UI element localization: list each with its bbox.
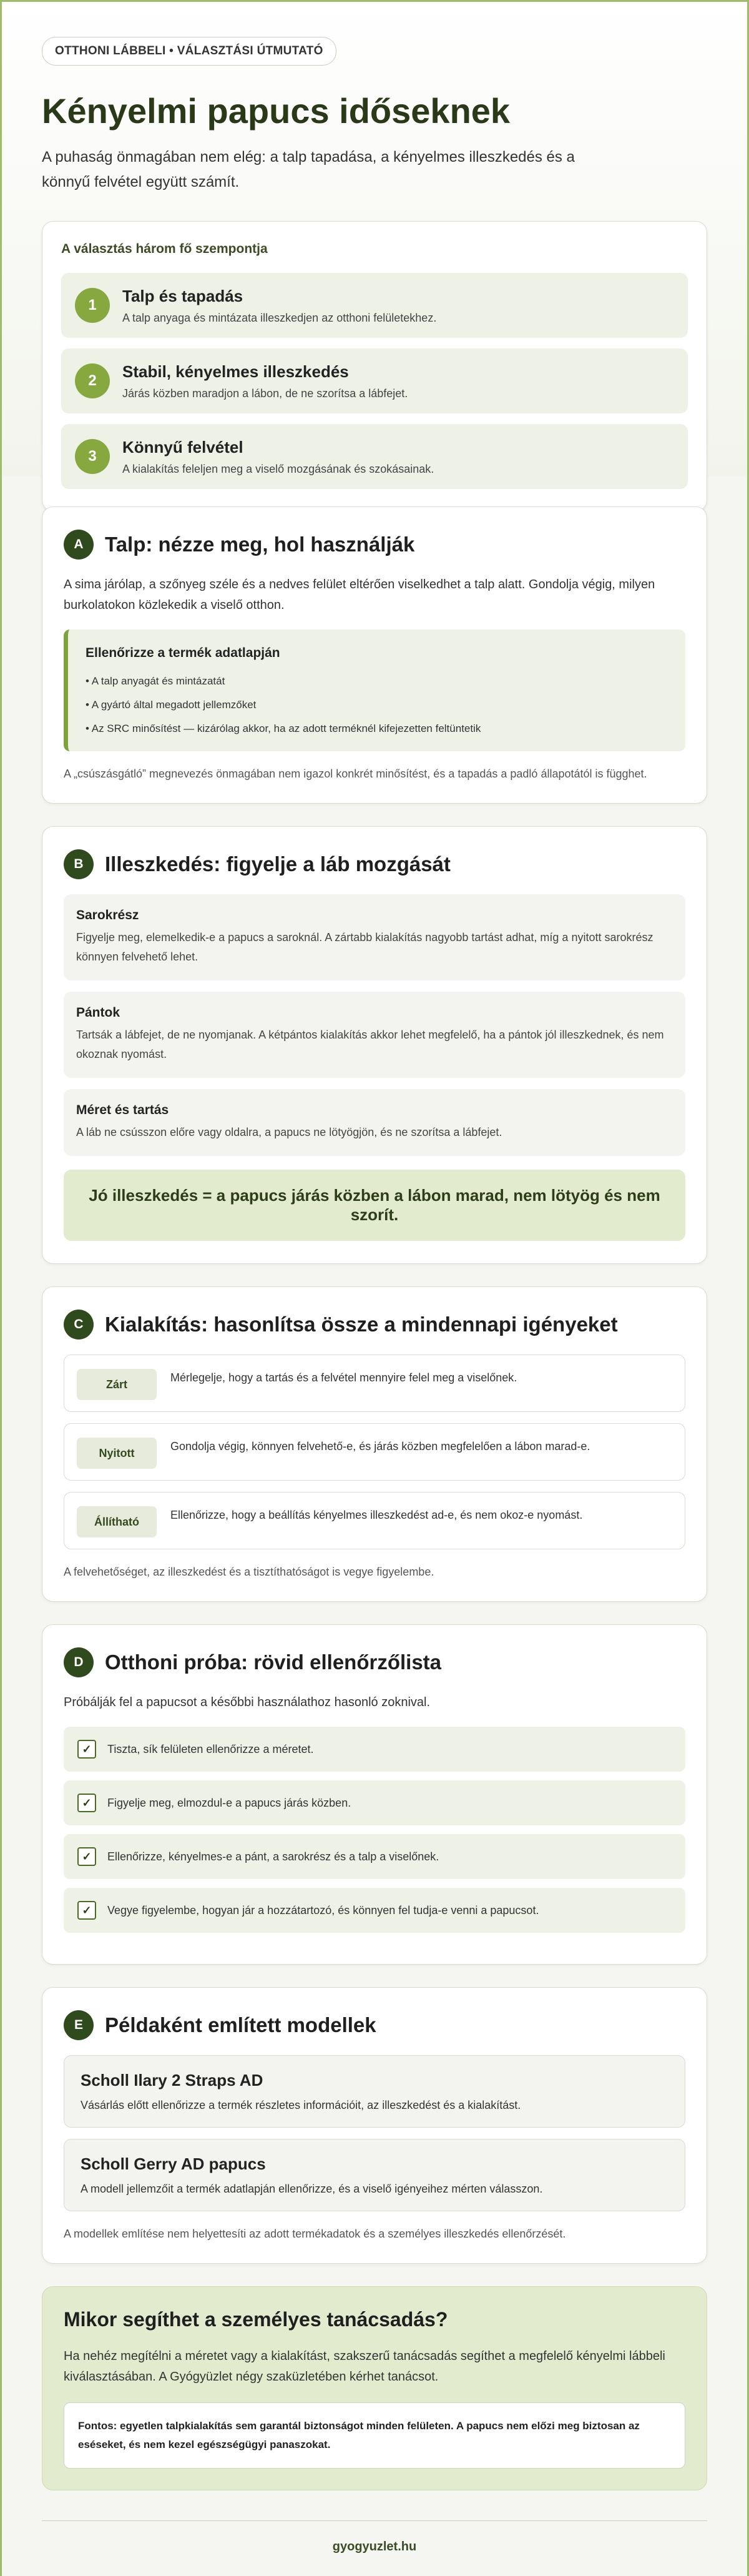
criteria-item-title: Talp és tapadás: [122, 286, 243, 305]
section-models: [42, 1987, 707, 2264]
design-desc: Mérlegelje, hogy a tartás és a felvétel mennyire felel meg a viselőnek.: [170, 1371, 517, 1384]
checkmark-icon: ✓: [77, 1847, 96, 1866]
section-checklist: [42, 1624, 707, 1965]
criteria-item-title: Könnyű felvétel: [122, 437, 243, 456]
design-desc: Ellenőrizze, hogy a beállítás kényelmes illeszkedést ad-e, és nem okoz-e nyomást.: [170, 1509, 583, 1521]
warning-box: Fontos: egyetlen talpkialakítás sem garantál biztonságot minden felületen. A papucs nem előzi meg biztosan az eséseket, és nem kezel egészségügyi panaszokat.: [64, 2402, 685, 2469]
section-badge: B: [64, 849, 94, 879]
panel-list-item: • Az SRC minősítést — kizárólag akkor, ha az adott terméknél kifejezetten feltüntetik: [86, 717, 668, 741]
fit-item: [64, 1089, 685, 1156]
section-title: Illeszkedés: figyelje a láb mozgását: [105, 852, 451, 876]
advice-callout: [42, 2286, 707, 2490]
page-title: Kényelmi papucs időseknek: [42, 91, 511, 131]
criteria-item-title: Stabil, kényelmes illeszkedés: [122, 362, 349, 381]
checklist-item: [64, 1780, 685, 1825]
criteria-item: [61, 348, 688, 413]
criteria-number: 2: [75, 363, 110, 398]
checkmark-icon: ✓: [77, 1901, 96, 1920]
section-text: Próbálják fel a papucsot a későbbi használathoz hasonló zoknival.: [64, 1695, 431, 1709]
design-row: [64, 1423, 685, 1481]
section-title: Otthoni próba: rövid ellenőrzőlista: [105, 1651, 442, 1674]
page: [2, 2, 747, 2554]
section-sole: [42, 506, 707, 804]
criteria-item-desc: A kialakítás feleljen meg a viselő mozgásának és szokásainak.: [122, 462, 434, 475]
criteria-item-desc: A talp anyaga és mintázata illeszkedjen az otthoni felületekhez.: [122, 311, 437, 324]
section-title: Példaként említett modellek: [105, 2013, 376, 2036]
fit-item-title: Méret és tartás: [76, 1103, 169, 1117]
lead-text: A puhaság önmagában nem elég: a talp tapadása, a kényelmes illeszkedés és a könnyű felvétel együtt számít.: [42, 149, 575, 190]
panel-list-item: • A gyártó által megadott jellemzőket: [86, 693, 668, 717]
model-desc: A modell jellemzőit a termék adatlapján ellenőrizze, és a viselő igényeihez mérten válasszon.: [81, 2183, 543, 2195]
model-name: Scholl Ilary 2 Straps AD: [81, 2071, 263, 2090]
checkmark-icon: ✓: [77, 1794, 96, 1812]
callout-title: Mikor segíthet a személyes tanácsadás?: [64, 2308, 448, 2331]
checklist-item: [64, 1888, 685, 1933]
section-note: A modellek említése nem helyettesíti az adott termékadatok és a személyes illeszkedés ellenőrzését.: [64, 2228, 566, 2240]
design-tag: Nyitott: [77, 1438, 157, 1469]
checklist-text: Tiszta, sík felületen ellenőrizze a méretet.: [107, 1742, 314, 1755]
criteria-number: 1: [75, 288, 110, 323]
model-desc: Vásárlás előtt ellenőrizze a termék részletes információit, az illeszkedést és a kialakítást.: [81, 2099, 521, 2111]
panel-list-item: • A talp anyagát és mintázatát: [86, 669, 668, 693]
section-badge: C: [64, 1310, 94, 1340]
design-tag: Állítható: [77, 1506, 157, 1537]
criteria-item: [61, 273, 688, 338]
category-pill: OTTHONI LÁBBELI • VÁLASZTÁSI ÚTMUTATÓ: [42, 37, 336, 66]
fit-item-title: Pántok: [76, 1005, 120, 1020]
section-badge: D: [64, 1647, 94, 1677]
fit-item-desc: A láb ne csússzon előre vagy oldalra, a papucs ne lötyögjön, és ne szorítsa a lábfejet.: [76, 1126, 502, 1138]
hero: [2, 2, 747, 476]
section-note: A felvehetőséget, az illeszkedést és a tisztíthatóságot is vegye figyelembe.: [64, 1566, 434, 1578]
section-text: A sima járólap, a szőnyeg széle és a nedves felület eltérően viselkedhet a talp alatt. Gondolja végig, milyen burkolatokon közlekedik a viselő otthon.: [64, 578, 655, 612]
checklist-text: Ellenőrizze, kényelmes-e a pánt, a sarokrész és a talp a viselőnek.: [107, 1850, 439, 1863]
footer: [42, 2520, 707, 2554]
fit-item-desc: Tartsák a lábfejet, de ne nyomjanak. A kétpántos kialakítás akkor lehet megfelelő, ha a pántok jól illeszkednek, és nem okoznak nyomást.: [76, 1029, 664, 1060]
fit-item-desc: Figyelje meg, elemelkedik-e a papucs a saroknál. A zártabb kialakítás nagyobb tartást adhat, míg a nyitott sarokrész könnyen felvehető lehet.: [76, 931, 654, 963]
checklist-text: Vegye figyelembe, hogyan jár a hozzátartozó, és könnyen fel tudja-e venni a papucsot.: [107, 1903, 539, 1917]
fit-highlight: Jó illeszkedés = a papucs járás közben a lábon marad, nem lötyög és nem szorít.: [64, 1170, 685, 1241]
section-design: [42, 1286, 707, 1602]
section-fit: [42, 826, 707, 1264]
checklist-item: [64, 1727, 685, 1772]
fit-item: [64, 894, 685, 980]
main-content: [2, 476, 747, 2490]
design-row: [64, 1355, 685, 1412]
design-row: [64, 1492, 685, 1549]
section-title: Kialakítás: hasonlítsa össze a mindennapi igényeket: [105, 1313, 618, 1336]
criteria-item-desc: Járás közben maradjon a lábon, de ne szorítsa a lábfejet.: [122, 387, 408, 400]
checkmark-icon: ✓: [77, 1740, 96, 1759]
panel-title: Ellenőrizze a termék adatlapján: [86, 646, 280, 660]
datasheet-panel: [64, 629, 685, 751]
section-title: Talp: nézze meg, hol használják: [105, 533, 415, 556]
model-item: [64, 2139, 685, 2211]
section-note: A „csúszásgátló” megnevezés önmagában nem igazol konkrét minősítést, és a tapadás a padló állapotától is függhet.: [64, 767, 647, 780]
section-badge: E: [64, 2010, 94, 2040]
criteria-number: 3: [75, 439, 110, 474]
section-badge: A: [64, 530, 94, 560]
criteria-title: A választás három fő szempontja: [61, 242, 268, 256]
design-tag: Zárt: [77, 1369, 157, 1400]
fit-item: [64, 992, 685, 1078]
fit-item-title: Sarokrész: [76, 908, 139, 922]
checklist-text: Figyelje meg, elmozdul-e a papucs járás közben.: [107, 1796, 351, 1809]
model-item: [64, 2055, 685, 2128]
criteria-card: [42, 221, 707, 511]
callout-text: Ha nehéz megítélni a méretet vagy a kialakítást, szakszerű tanácsadás segíthet a megfelelő kényelmi lábbeli kiválasztásában. A Gyógyüzlet négy szaküzletében kérhet tanácsot.: [64, 2349, 665, 2384]
design-desc: Gondolja végig, könnyen felvehető-e, és járás közben megfelelően a lábon marad-e.: [170, 1440, 590, 1453]
model-name: Scholl Gerry AD papucs: [81, 2154, 266, 2173]
checklist-item: [64, 1834, 685, 1879]
footer-site-link[interactable]: gyogyuzlet.hu: [332, 2540, 417, 2554]
